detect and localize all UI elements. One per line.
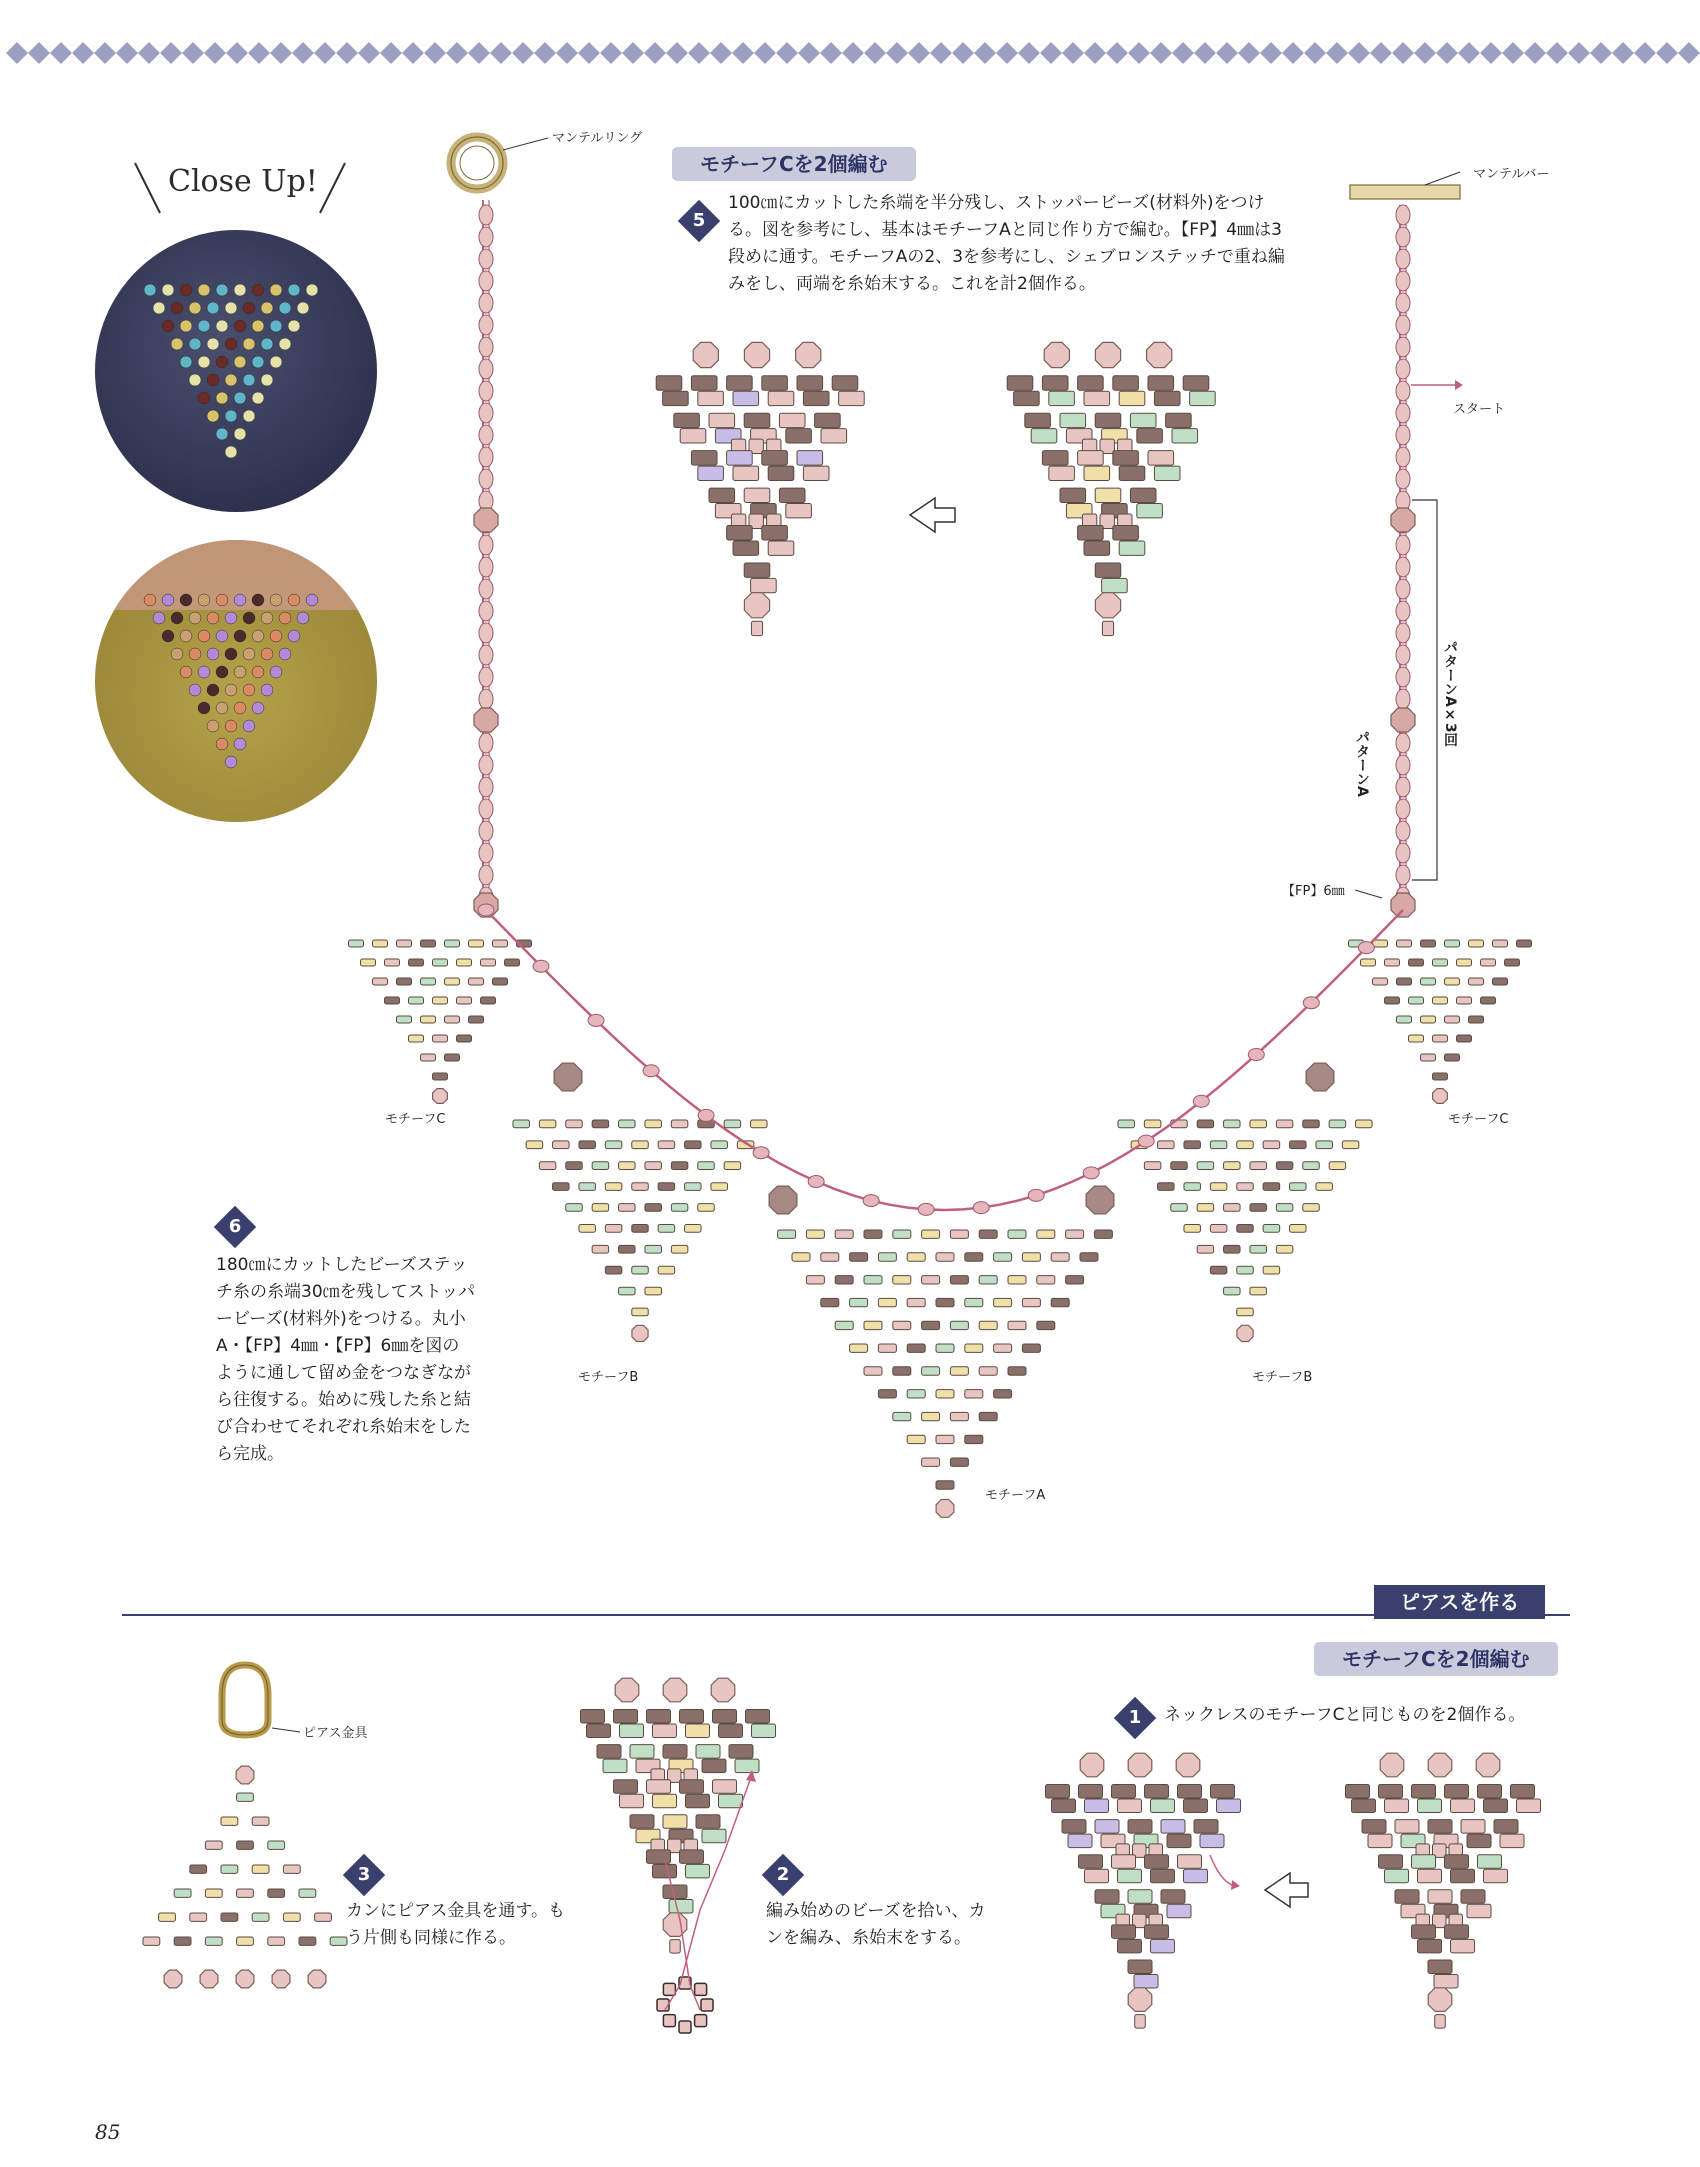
pattern-a-x3-label: パターンA×3回 bbox=[1442, 640, 1458, 747]
motif-b-left-label: モチーフB bbox=[578, 1370, 639, 1385]
page-number: 85 bbox=[95, 2120, 121, 2144]
step2-text: 編み始めのビーズを拾い、カンを編み、糸始末をする。 bbox=[766, 1901, 986, 1948]
pattern-a-label: パターンA bbox=[1354, 730, 1370, 797]
left-arrow-icon-earring bbox=[1265, 1873, 1308, 1907]
mantel-ring-label: マンテルリング bbox=[552, 131, 643, 146]
motif-c-left-label: モチーフC bbox=[385, 1112, 446, 1127]
step6-number: 6 bbox=[214, 1206, 256, 1248]
step5-number: 5 bbox=[678, 200, 720, 242]
step1-number: 1 bbox=[1114, 1697, 1156, 1739]
motif-c-right-label: モチーフC bbox=[1448, 1112, 1509, 1127]
earring-diagram bbox=[0, 1600, 1700, 2167]
step1-text: ネックレスのモチーフCと同じものを2個作る。 bbox=[1164, 1705, 1526, 1725]
earring-header: ピアスを作る bbox=[1374, 1585, 1545, 1619]
motif-a-label: モチーフA bbox=[985, 1488, 1046, 1503]
start-label: スタート bbox=[1453, 402, 1506, 417]
closeup-title: Close Up! bbox=[168, 164, 318, 199]
fp6-label: 【FP】6㎜ bbox=[1282, 884, 1345, 899]
step2-number: 2 bbox=[762, 1854, 804, 1896]
pierce-fitting-icon bbox=[222, 1665, 268, 1735]
earring-section-title: モチーフCを2個編む bbox=[1314, 1642, 1558, 1676]
mantel-ring-icon bbox=[451, 137, 503, 189]
mantel-bar-icon bbox=[1350, 185, 1460, 199]
pierce-fitting-label: ピアス金具 bbox=[303, 1726, 368, 1741]
motif-b-right-label: モチーフB bbox=[1252, 1370, 1313, 1385]
step3-number: 3 bbox=[343, 1854, 385, 1896]
step3-text: カンにピアス金具を通す。もう片側も同様に作る。 bbox=[346, 1901, 565, 1948]
step6-text: 180㎝にカットしたビーズステッチ糸の糸端30㎝を残してストッパービーズ(材料外)をつける。丸小A・【FP】4㎜・【FP】6㎜を図のように通して留め金をつなぎながら往復する。始めに残した糸と結び合わせてそれぞれ糸始末をしたら完成。 bbox=[216, 1255, 476, 1464]
necklace-section-title: モチーフCを2個編む bbox=[672, 147, 916, 181]
mantel-bar-label: マンテルバー bbox=[1473, 167, 1550, 182]
step5-text: 100㎝にカットした糸端を半分残し、ストッパービーズ(材料外)をつける。図を参考にし、基本はモチーフAと同じ作り方で編む。【FP】4㎜は3段めに通す。モチーフAの2、3を参考にし、シェブロンステッチで重ね編みをし、両端を糸始末する。これを計2個作る。 bbox=[728, 193, 1285, 294]
left-arrow-icon bbox=[910, 498, 955, 532]
